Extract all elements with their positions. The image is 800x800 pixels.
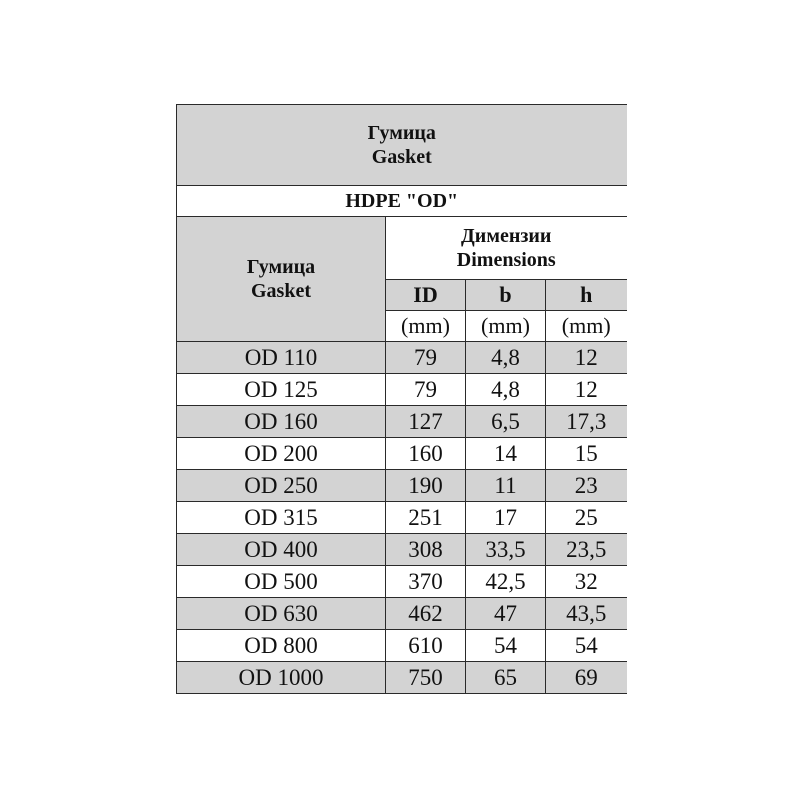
table-row (177, 342, 627, 374)
h-cell: 54 (546, 630, 627, 662)
gasket-header-line-1: Гумица (246, 256, 316, 278)
gasket-cell: OD 315 (177, 502, 386, 534)
table-row (177, 470, 627, 502)
h-cell: 25 (546, 502, 627, 534)
table-row (177, 566, 627, 598)
table-title-line-2: Gasket (371, 146, 432, 168)
table-row (177, 630, 627, 662)
gasket-dimensions-table (176, 104, 627, 694)
id-cell: 127 (386, 406, 466, 438)
h-cell: 69 (546, 662, 627, 694)
table-row (177, 502, 627, 534)
gasket-cell: OD 800 (177, 630, 386, 662)
b-cell: 17 (466, 502, 546, 534)
id-cell: 190 (386, 470, 466, 502)
h-cell: 15 (546, 438, 627, 470)
h-cell: 17,3 (546, 406, 627, 438)
b-cell: 47 (466, 598, 546, 630)
h-cell: 12 (546, 374, 627, 406)
column-unit-id: (mm) (386, 311, 466, 342)
gasket-cell: OD 160 (177, 406, 386, 438)
table-row (177, 438, 627, 470)
header-row-dimensions (177, 217, 627, 280)
b-cell: 33,5 (466, 534, 546, 566)
column-symbol-id: ID (386, 280, 466, 311)
b-cell: 65 (466, 662, 546, 694)
gasket-cell: OD 500 (177, 566, 386, 598)
b-cell: 54 (466, 630, 546, 662)
id-cell: 251 (386, 502, 466, 534)
table-row (177, 662, 627, 694)
gasket-cell: OD 110 (177, 342, 386, 374)
b-cell: 14 (466, 438, 546, 470)
h-cell: 12 (546, 342, 627, 374)
gasket-cell: OD 125 (177, 374, 386, 406)
table-row (177, 598, 627, 630)
table-row (177, 406, 627, 438)
id-cell: 79 (386, 374, 466, 406)
b-cell: 6,5 (466, 406, 546, 438)
column-symbol-b: b (466, 280, 546, 311)
dimensions-header-line-2: Dimensions (456, 249, 556, 271)
gasket-cell: OD 400 (177, 534, 386, 566)
id-cell: 160 (386, 438, 466, 470)
gasket-cell: OD 250 (177, 470, 386, 502)
dimensions-header (386, 217, 627, 280)
table-subtitle-cell: HDPE "OD" (177, 186, 627, 217)
gasket-cell: OD 630 (177, 598, 386, 630)
h-cell: 23,5 (546, 534, 627, 566)
id-cell: 462 (386, 598, 466, 630)
table-title-row (177, 105, 627, 186)
gasket-header-line-2: Gasket (251, 280, 311, 302)
id-cell: 79 (386, 342, 466, 374)
h-cell: 23 (546, 470, 627, 502)
column-unit-h: (mm) (546, 311, 627, 342)
table-title-line-1: Гумица (367, 122, 436, 144)
table-subtitle-row (177, 186, 627, 217)
table-row (177, 374, 627, 406)
h-cell: 43,5 (546, 598, 627, 630)
b-cell: 4,8 (466, 342, 546, 374)
column-unit-b: (mm) (466, 311, 546, 342)
table-title-cell (177, 105, 627, 186)
gasket-cell: OD 200 (177, 438, 386, 470)
table-row (177, 534, 627, 566)
h-cell: 32 (546, 566, 627, 598)
b-cell: 4,8 (466, 374, 546, 406)
b-cell: 42,5 (466, 566, 546, 598)
id-cell: 370 (386, 566, 466, 598)
id-cell: 610 (386, 630, 466, 662)
column-symbol-h: h (546, 280, 627, 311)
gasket-cell: OD 1000 (177, 662, 386, 694)
gasket-dimensions-table-wrapper (176, 104, 626, 694)
b-cell: 11 (466, 470, 546, 502)
id-cell: 308 (386, 534, 466, 566)
dimensions-header-line-1: Димензии (461, 225, 552, 247)
gasket-column-header (177, 217, 386, 342)
id-cell: 750 (386, 662, 466, 694)
